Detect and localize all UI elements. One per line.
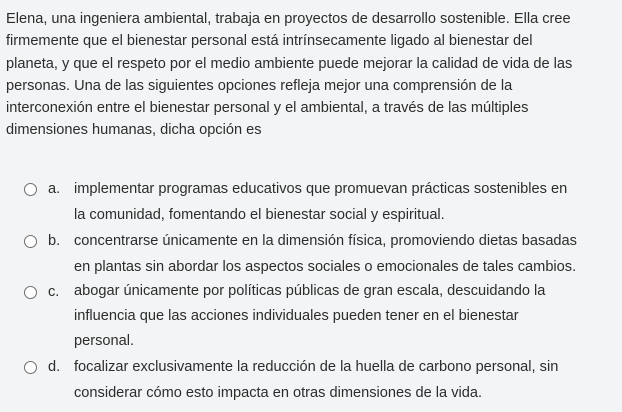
option-d[interactable] (0, 354, 622, 406)
question-line: firmemente que el bienestar personal está intrínsecamente ligado al bienestar del (6, 33, 533, 50)
option-line: influencia que las acciones individuales pueden tener en el bienestar (74, 308, 519, 324)
question-line: personas. Una de las siguientes opciones refleja mejor una comprensión de la (6, 77, 513, 94)
option-line: abogar únicamente por políticas públicas de gran escala, descuidando la (74, 283, 546, 299)
answer-options (0, 176, 622, 406)
option-letter: b. (48, 233, 61, 249)
radio-button-c[interactable] (24, 286, 37, 299)
option-letter: a. (48, 181, 61, 197)
option-line: concentrarse únicamente en la dimensión física, promoviendo dietas basadas (74, 233, 577, 249)
option-line: la comunidad, fomentando el bienestar social y espiritual. (74, 207, 445, 223)
option-b[interactable] (0, 228, 622, 279)
question-line: planeta, y que el respeto por el medio ambiente puede mejorar la calidad de vida de las (6, 55, 573, 72)
option-text (74, 354, 614, 406)
option-text (74, 228, 614, 280)
option-a[interactable] (0, 176, 622, 228)
radio-button-d[interactable] (24, 361, 37, 374)
question-line: interconexión entre el bienestar personal y el ambiental, a través de las múltiples (6, 100, 529, 117)
radio-button-a[interactable] (24, 183, 37, 196)
option-line: implementar programas educativos que promuevan prácticas sostenibles en (74, 181, 568, 197)
option-line: focalizar exclusivamente la reducción de la huella de carbono personal, sin (74, 359, 559, 375)
option-line: personal. (74, 333, 135, 349)
option-letter: c. (48, 284, 60, 300)
question-line: Elena, una ingeniera ambiental, trabaja en proyectos de desarrollo sostenible. Ella cree (6, 11, 571, 27)
option-text (74, 279, 614, 354)
radio-button-b[interactable] (24, 235, 37, 248)
option-line: considerar cómo esto impacta en otras dimensiones de la vida. (74, 385, 483, 401)
question-text (6, 8, 614, 142)
option-letter: d. (48, 359, 61, 375)
option-line: en plantas sin abordar los aspectos sociales o emocionales de tales cambios. (74, 259, 577, 275)
question-line: dimensiones humanas, dicha opción es (6, 122, 262, 139)
option-text (74, 176, 614, 228)
option-c[interactable] (0, 279, 622, 354)
